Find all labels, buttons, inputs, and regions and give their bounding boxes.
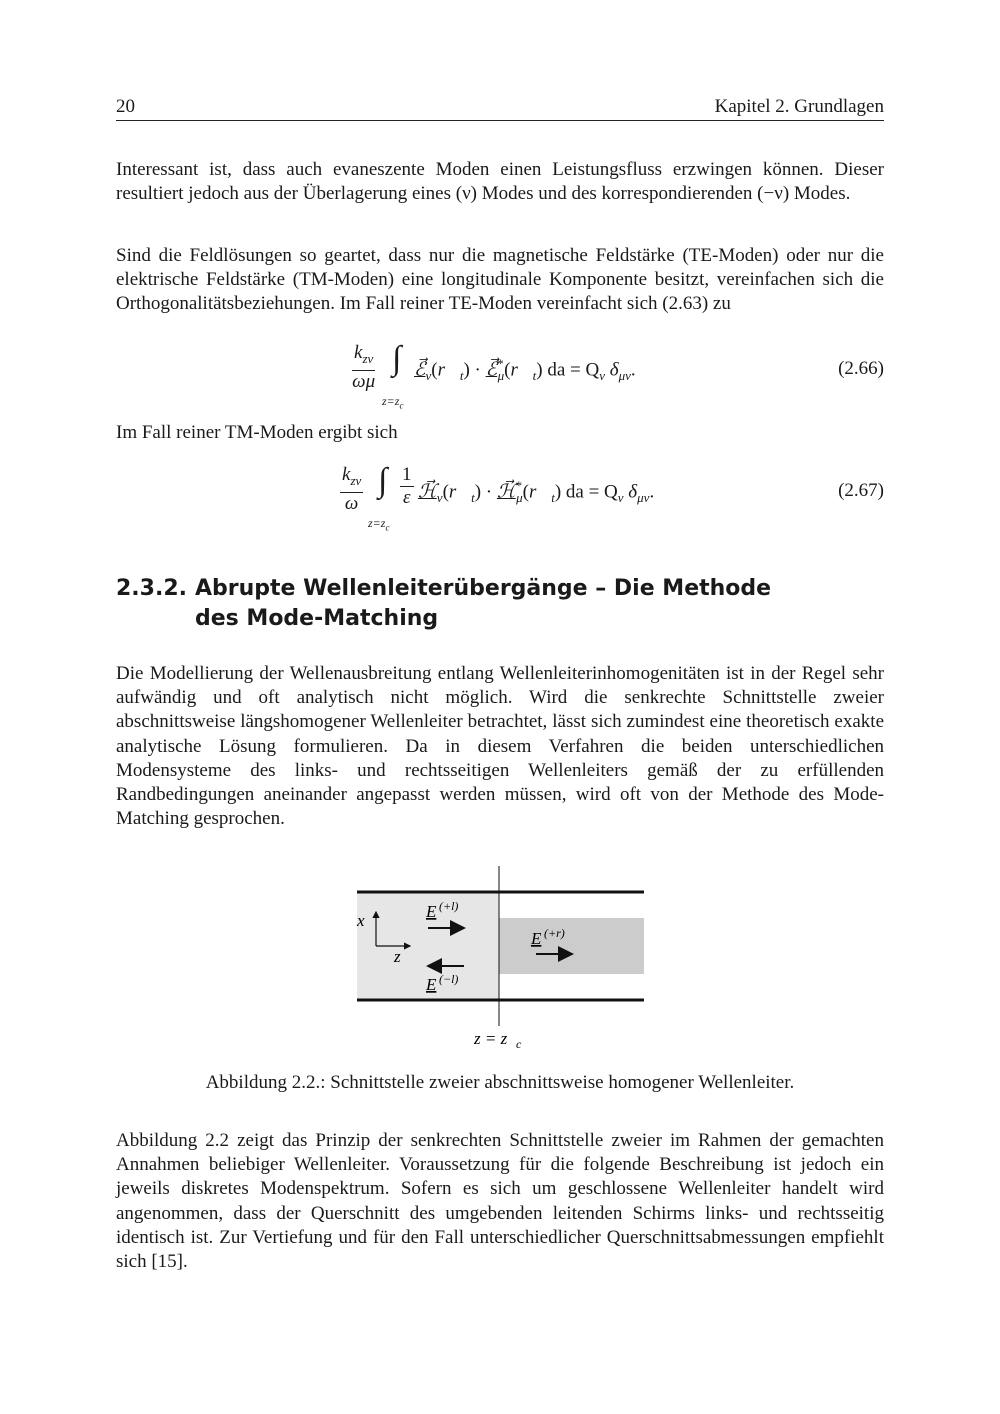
equation-2-66 [352,342,672,410]
label-left-forward-sup: (+l) [439,899,459,913]
page-header [116,92,884,121]
paragraph-1: Interessant ist, dass auch evaneszente Moden einen Leistungsfluss erzwingen können. Dieser resultiert jedoch aus der Überlagerung eines (ν) Modes und des korrespondierenden (−ν) Modes. [116,159,884,205]
equation-number-2-67: (2.67) [838,480,884,501]
axis-z-label: z [394,947,401,966]
section-heading [116,574,884,638]
section-title: Abrupte Wellenleiterübergänge – Die Methode des Mode-Matching [195,576,772,631]
eq1-body: $ℰ⃗_\nu(r⃗_t)$ · $ℰ⃗^*_\mu(r⃗_t)$ da = $Q_\nu$ $\delta_{\mu\nu}$. [414,356,636,384]
interface-label-sub: c [516,1037,522,1051]
eq2-fraction: $k_{z\nu}$ ω [342,464,362,514]
section-number: 2.3.2. [116,576,187,601]
equation-number-2-66: (2.66) [838,358,884,379]
label-left-backward-sup: (−l) [439,972,459,986]
interface-label: z = z [474,1029,508,1048]
label-left-backward: E [426,975,437,994]
integral-sign-2: ∫ [378,462,388,499]
paragraph-5: Abbildung 2.2 zeigt das Prinzip der senkrechten Schnittstelle zweier im Rahmen der gemachten Annahmen beliebiger Wellenleiter. Voraussetzung für die folgende Beschreibung ist jedoch ein jeweils diskretes Modenspektrum. Sofern es sich um geschlossene Wellenleiter handelt wird angenommen, dass der Querschnitt des umgebenden leitenden Schirms links- und rechtsseitig identisch ist. Zur Vertiefung und für den Fall unterschiedlicher Querschnittsabmessungen empfiehlt sich [15]. [116,1130,884,1273]
eq1-fraction: $k_{z\nu}$ ωμ [352,342,376,392]
figure-caption: Abbildung 2.2.: Schnittstelle zweier abschnittsweise homogener Wellenleiter. [205,1072,795,1093]
axis-x-label: x [357,911,365,930]
eq2-body: $ℋ⃗_\nu(r⃗_t)$ · $ℋ⃗^*_\mu(r⃗_t)$ da = $Q_\nu$ $\delta_{\mu\nu}$. [418,478,655,506]
equation-2-67 [340,464,680,532]
chapter-title: Kapitel 2. Grundlagen [714,96,884,117]
paragraph-2: Sind die Feldlösungen so geartet, dass nur die magnetische Feldstärke (TE-Moden) oder nur die elektrische Feldstärke (TM-Moden) eine longitudinale Komponente besitzt, vereinfachen sich die Orthogonalitätsbeziehungen. Im Fall reiner TE-Moden vereinfacht sich (2.63) zu [116,245,884,315]
paragraph-3: Im Fall reiner TM-Moden ergibt sich [116,422,398,443]
label-right-forward: E [531,929,542,948]
page-number: 20 [116,96,135,117]
integral-sign: ∫ [392,340,402,377]
paragraph-4: Die Modellierung der Wellenausbreitung entlang Wellenleiterinhomogenitäten ist in der Regel sehr aufwändig und oft analytisch nicht möglich. Wird die senkrechte Schnittstelle zweier abschnittsweise längshomogener Wellenleiter betrachtet, lässt sich zumindest eine theoretisch exakte analytische Lösung formulieren. Da in diesem Verfahren die beiden unterschiedlichen Modensysteme des links- und rechtsseitigen Wellenleiters gemäß der zu erfüllenden Randbedingungen aneinander angepasst werden müssen, wird oft von der Methode des Mode-Matching gesprochen. [116,663,884,830]
eq1-limit: $z=z_c$ [382,394,404,411]
eq2-limit: $z=z_c$ [368,516,390,533]
waveguide-figure [340,860,660,1056]
right-waveguide-region [499,918,644,974]
eq2-inner-fraction: $\frac{1}{\varepsilon}$ [402,464,412,508]
label-left-forward: E [426,902,437,921]
label-right-forward-sup: (+r) [544,926,565,940]
